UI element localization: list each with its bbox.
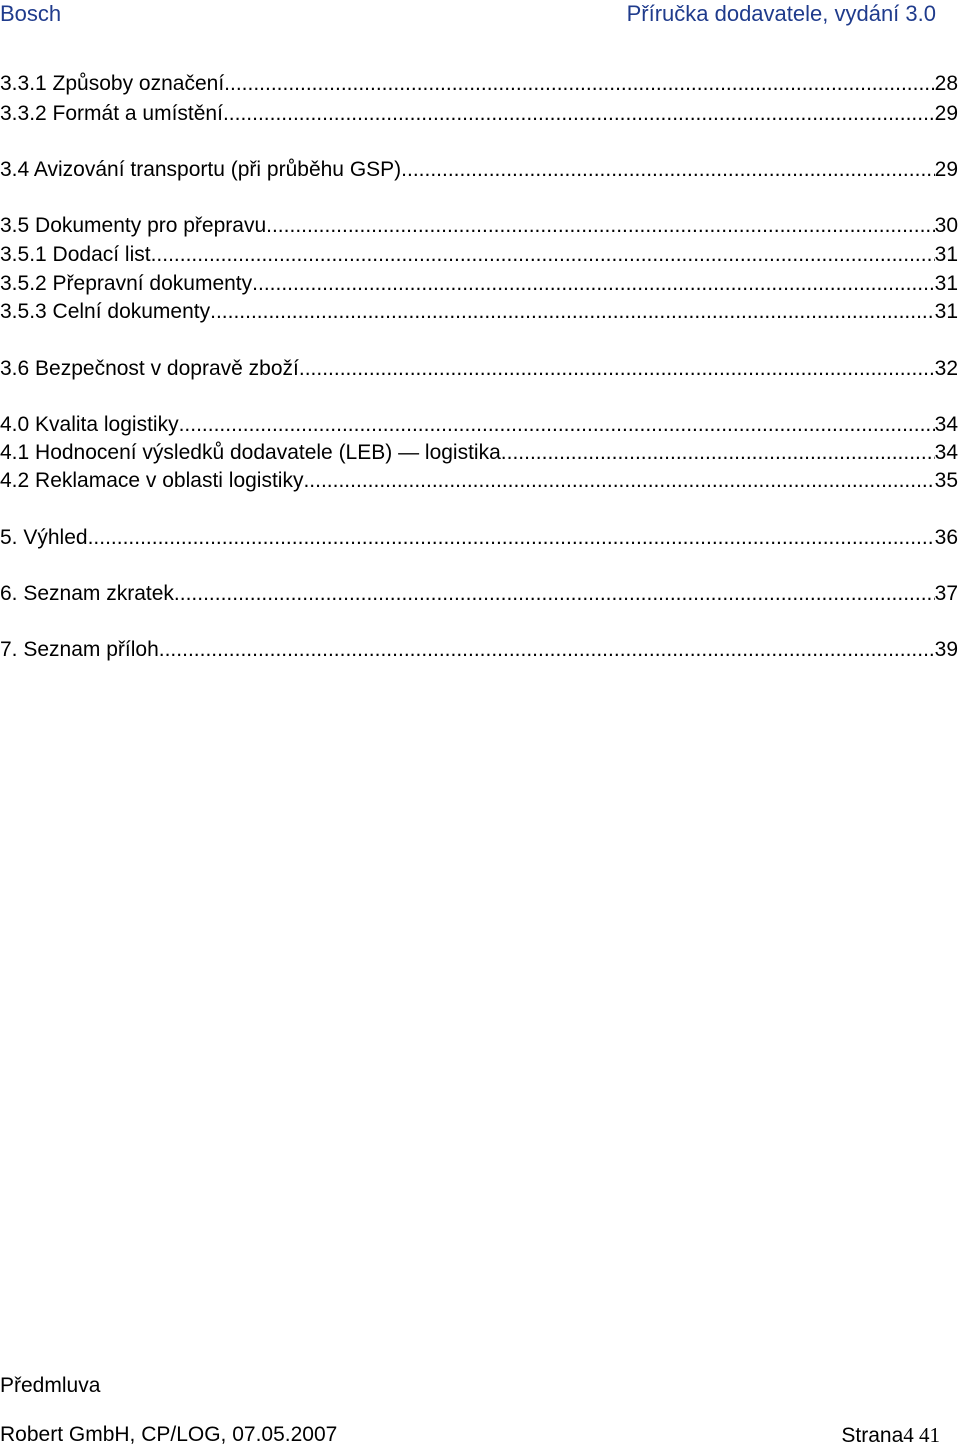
toc-dot-leader	[266, 212, 935, 240]
toc-entry[interactable]	[0, 241, 958, 269]
footer-section-name: Předmluva	[0, 1374, 101, 1397]
toc-entry-title: 3.3.2 Formát a umístění	[0, 102, 223, 125]
page-footer	[0, 1421, 958, 1449]
toc-dot-leader	[224, 70, 934, 98]
toc-entry-title: 3.3.1 Způsoby označení	[0, 72, 225, 95]
toc-dot-leader	[151, 241, 935, 269]
toc-entry[interactable]	[0, 355, 958, 383]
toc-entry-title: 7. Seznam příloh	[0, 638, 159, 661]
toc-entry-page: 31	[934, 272, 958, 295]
toc-entry-page: 31	[934, 243, 958, 266]
toc-entry[interactable]	[0, 467, 958, 495]
footer-page-label: Strana	[841, 1424, 904, 1447]
toc-entry-title: 4.0 Kvalita logistiky	[0, 413, 179, 436]
toc-dot-leader	[174, 580, 935, 608]
toc-entry[interactable]	[0, 156, 958, 184]
header-company: Bosch	[0, 1, 62, 26]
toc-entry[interactable]	[0, 298, 958, 326]
toc-entry[interactable]	[0, 70, 958, 98]
toc-entry-page: 39	[934, 638, 958, 661]
toc-entry-title: 3.5.1 Dodací list	[0, 243, 151, 266]
toc-entry-page: 32	[934, 357, 958, 380]
toc-entry[interactable]	[0, 636, 958, 664]
toc-dot-leader	[252, 270, 934, 298]
toc-entry-page: 30	[934, 214, 958, 237]
toc-dot-leader	[501, 439, 935, 467]
toc-entry[interactable]	[0, 439, 958, 467]
toc-entry[interactable]	[0, 580, 958, 608]
toc-dot-leader	[159, 636, 935, 664]
toc-entry-title: 6. Seznam zkratek	[0, 582, 174, 605]
toc-entry-title: 5. Výhled	[0, 526, 88, 549]
toc-entry-page: 37	[934, 582, 958, 605]
toc-dot-leader	[179, 411, 935, 439]
toc-entry-title: 4.1 Hodnocení výsledků dodavatele (LEB) — logistika	[0, 441, 501, 464]
toc-entry-page: 34	[934, 413, 958, 436]
toc-entry-page: 29	[934, 158, 958, 181]
toc-entry-page: 35	[934, 469, 958, 492]
toc-entry-title: 4.2 Reklamace v oblasti logistiky	[0, 469, 304, 492]
footer-company-info: Robert GmbH, CP/LOG, 07.05.2007	[0, 1423, 338, 1446]
toc-entry-page: 34	[934, 441, 958, 464]
toc-entry-title: 3.5.2 Přepravní dokumenty	[0, 272, 253, 295]
footer-page-number: 4 41	[903, 1423, 940, 1447]
page-header	[0, 0, 960, 34]
toc-dot-leader	[88, 524, 935, 552]
toc-entry-page: 29	[934, 102, 958, 125]
toc-entry[interactable]	[0, 411, 958, 439]
toc-entry-title: 3.5.3 Celní dokumenty	[0, 300, 211, 323]
header-document-title: Příručka dodavatele, vydání 3.0	[626, 1, 936, 26]
toc-entry-page: 28	[934, 72, 958, 95]
toc-entry-page: 36	[934, 526, 958, 549]
toc-dot-leader	[401, 156, 934, 184]
toc-entry-title: 3.5 Dokumenty pro přepravu	[0, 214, 267, 237]
toc-dot-leader	[303, 467, 934, 495]
toc-dot-leader	[210, 298, 935, 326]
toc-entry[interactable]	[0, 212, 958, 240]
toc-entry[interactable]	[0, 524, 958, 552]
footer-page-info	[841, 1421, 940, 1450]
toc-entry-page: 31	[934, 300, 958, 323]
toc-entry[interactable]	[0, 270, 958, 298]
toc-entry[interactable]	[0, 100, 958, 128]
toc-entry-title: 3.4 Avizování transportu (při průběhu GSP)	[0, 158, 402, 181]
toc-entry-title: 3.6 Bezpečnost v dopravě zboží	[0, 357, 299, 380]
toc-dot-leader	[223, 100, 935, 128]
toc-dot-leader	[299, 355, 935, 383]
